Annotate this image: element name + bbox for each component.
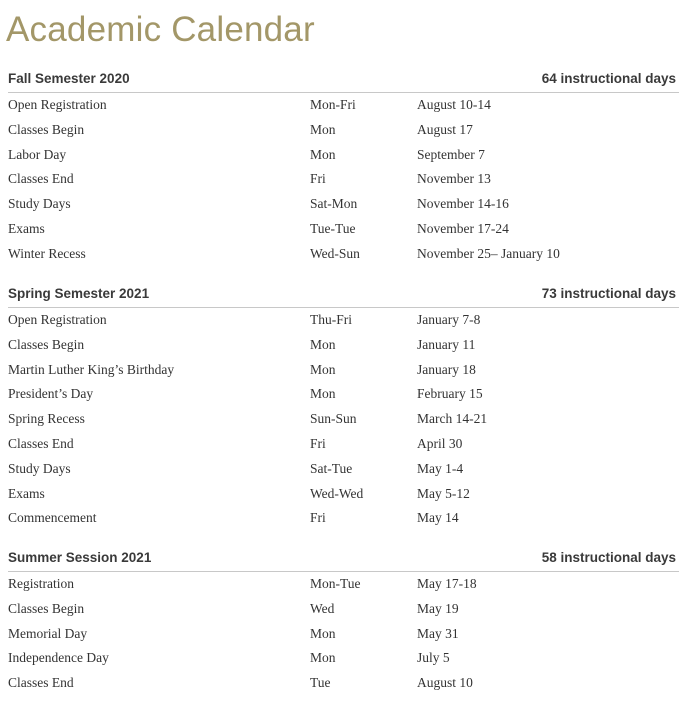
- instructional-days: 58 instructional days: [541, 550, 676, 565]
- calendar-row: [8, 118, 679, 143]
- calendar-row: [8, 646, 679, 671]
- event-name: Classes Begin: [8, 600, 85, 616]
- event-days: Sun-Sun: [310, 411, 357, 427]
- event-name: Memorial Day: [8, 625, 88, 641]
- event-name: Classes Begin: [8, 121, 85, 137]
- event-dates: July 5: [417, 650, 450, 666]
- section-header: [8, 283, 679, 308]
- calendar-row: [8, 432, 679, 457]
- event-name: Classes End: [8, 435, 74, 451]
- calendar-row: [8, 333, 679, 358]
- event-days: Tue-Tue: [310, 220, 356, 236]
- calendar-row: [8, 572, 679, 597]
- section-summer-2021: [8, 547, 679, 696]
- section-title: Fall Semester 2020: [8, 71, 130, 86]
- event-dates: August 17: [417, 121, 473, 137]
- event-days: Fri: [310, 435, 326, 451]
- event-dates: January 11: [417, 336, 476, 352]
- event-days: Fri: [310, 510, 326, 526]
- event-name: Independence Day: [8, 650, 109, 666]
- calendar-row: [8, 407, 679, 432]
- event-days: Mon: [310, 336, 336, 352]
- event-days: Tue: [310, 675, 331, 691]
- event-name: Exams: [8, 220, 45, 236]
- page-title: Academic Calendar: [6, 10, 315, 49]
- event-dates: May 31: [417, 625, 459, 641]
- calendar-row: [8, 143, 679, 168]
- event-dates: May 5-12: [417, 485, 470, 501]
- event-dates: January 18: [417, 361, 476, 377]
- event-list: [8, 308, 679, 531]
- event-dates: May 14: [417, 510, 459, 526]
- section-header: [8, 68, 679, 93]
- section-header: [8, 547, 679, 572]
- calendar-row: [8, 382, 679, 407]
- event-days: Mon: [310, 121, 336, 137]
- event-days: Mon: [310, 146, 336, 162]
- event-dates: November 25– January 10: [417, 245, 560, 261]
- section-spring-2021: [8, 283, 679, 531]
- event-name: Commencement: [8, 510, 97, 526]
- event-name: Martin Luther King’s Birthday: [8, 361, 175, 377]
- event-name: Labor Day: [8, 146, 67, 162]
- calendar-row: [8, 622, 679, 647]
- calendar-row: [8, 482, 679, 507]
- event-dates: November 14-16: [417, 196, 509, 212]
- event-dates: February 15: [417, 386, 483, 402]
- event-dates: November 13: [417, 171, 491, 187]
- calendar-row: [8, 597, 679, 622]
- event-dates: September 7: [417, 146, 485, 162]
- calendar-row: [8, 192, 679, 217]
- event-days: Thu-Fri: [310, 312, 352, 327]
- instructional-days: 64 instructional days: [541, 71, 676, 86]
- event-name: Classes Begin: [8, 336, 85, 352]
- event-days: Mon: [310, 650, 336, 666]
- event-name: Study Days: [8, 460, 71, 476]
- section-fall-2020: [8, 68, 679, 267]
- event-name: Study Days: [8, 196, 71, 212]
- event-days: Mon: [310, 386, 336, 402]
- section-title: Spring Semester 2021: [8, 286, 150, 301]
- event-days: Sat-Tue: [310, 460, 353, 476]
- calendar-row: [8, 167, 679, 192]
- calendar-row: [8, 358, 679, 383]
- event-days: Sat-Mon: [310, 196, 358, 212]
- event-days: Wed: [310, 600, 335, 616]
- calendar-row: [8, 217, 679, 242]
- event-name: Open Registration: [8, 97, 107, 112]
- event-name: Classes End: [8, 171, 74, 187]
- calendar-row: [8, 506, 679, 531]
- event-days: Wed-Wed: [310, 485, 364, 501]
- calendar-row: [8, 308, 679, 333]
- event-days: Wed-Sun: [310, 245, 360, 261]
- event-days: Mon: [310, 625, 336, 641]
- event-dates: March 14-21: [417, 411, 488, 427]
- instructional-days: 73 instructional days: [541, 286, 676, 301]
- event-dates: May 19: [417, 600, 459, 616]
- event-days: Mon: [310, 361, 336, 377]
- event-dates: January 7-8: [417, 312, 481, 327]
- event-name: Classes End: [8, 675, 74, 691]
- calendar-row: [8, 242, 679, 267]
- event-days: Mon-Fri: [310, 97, 356, 112]
- calendar-row: [8, 93, 679, 118]
- calendar-row: [8, 671, 679, 696]
- event-dates: November 17-24: [417, 220, 509, 236]
- section-title: Summer Session 2021: [8, 550, 152, 565]
- event-list: [8, 93, 679, 267]
- event-name: Exams: [8, 485, 45, 501]
- event-name: Winter Recess: [8, 245, 86, 261]
- event-days: Mon-Tue: [310, 576, 361, 591]
- event-list: [8, 572, 679, 696]
- event-dates: May 17-18: [417, 576, 477, 591]
- event-name: Open Registration: [8, 312, 107, 327]
- event-dates: August 10-14: [417, 97, 491, 112]
- event-dates: May 1-4: [417, 460, 464, 476]
- calendar-row: [8, 457, 679, 482]
- event-dates: April 30: [417, 435, 463, 451]
- event-days: Fri: [310, 171, 326, 187]
- event-name: President’s Day: [8, 386, 94, 402]
- event-dates: August 10: [417, 675, 473, 691]
- event-name: Registration: [8, 576, 74, 591]
- event-name: Spring Recess: [8, 411, 85, 427]
